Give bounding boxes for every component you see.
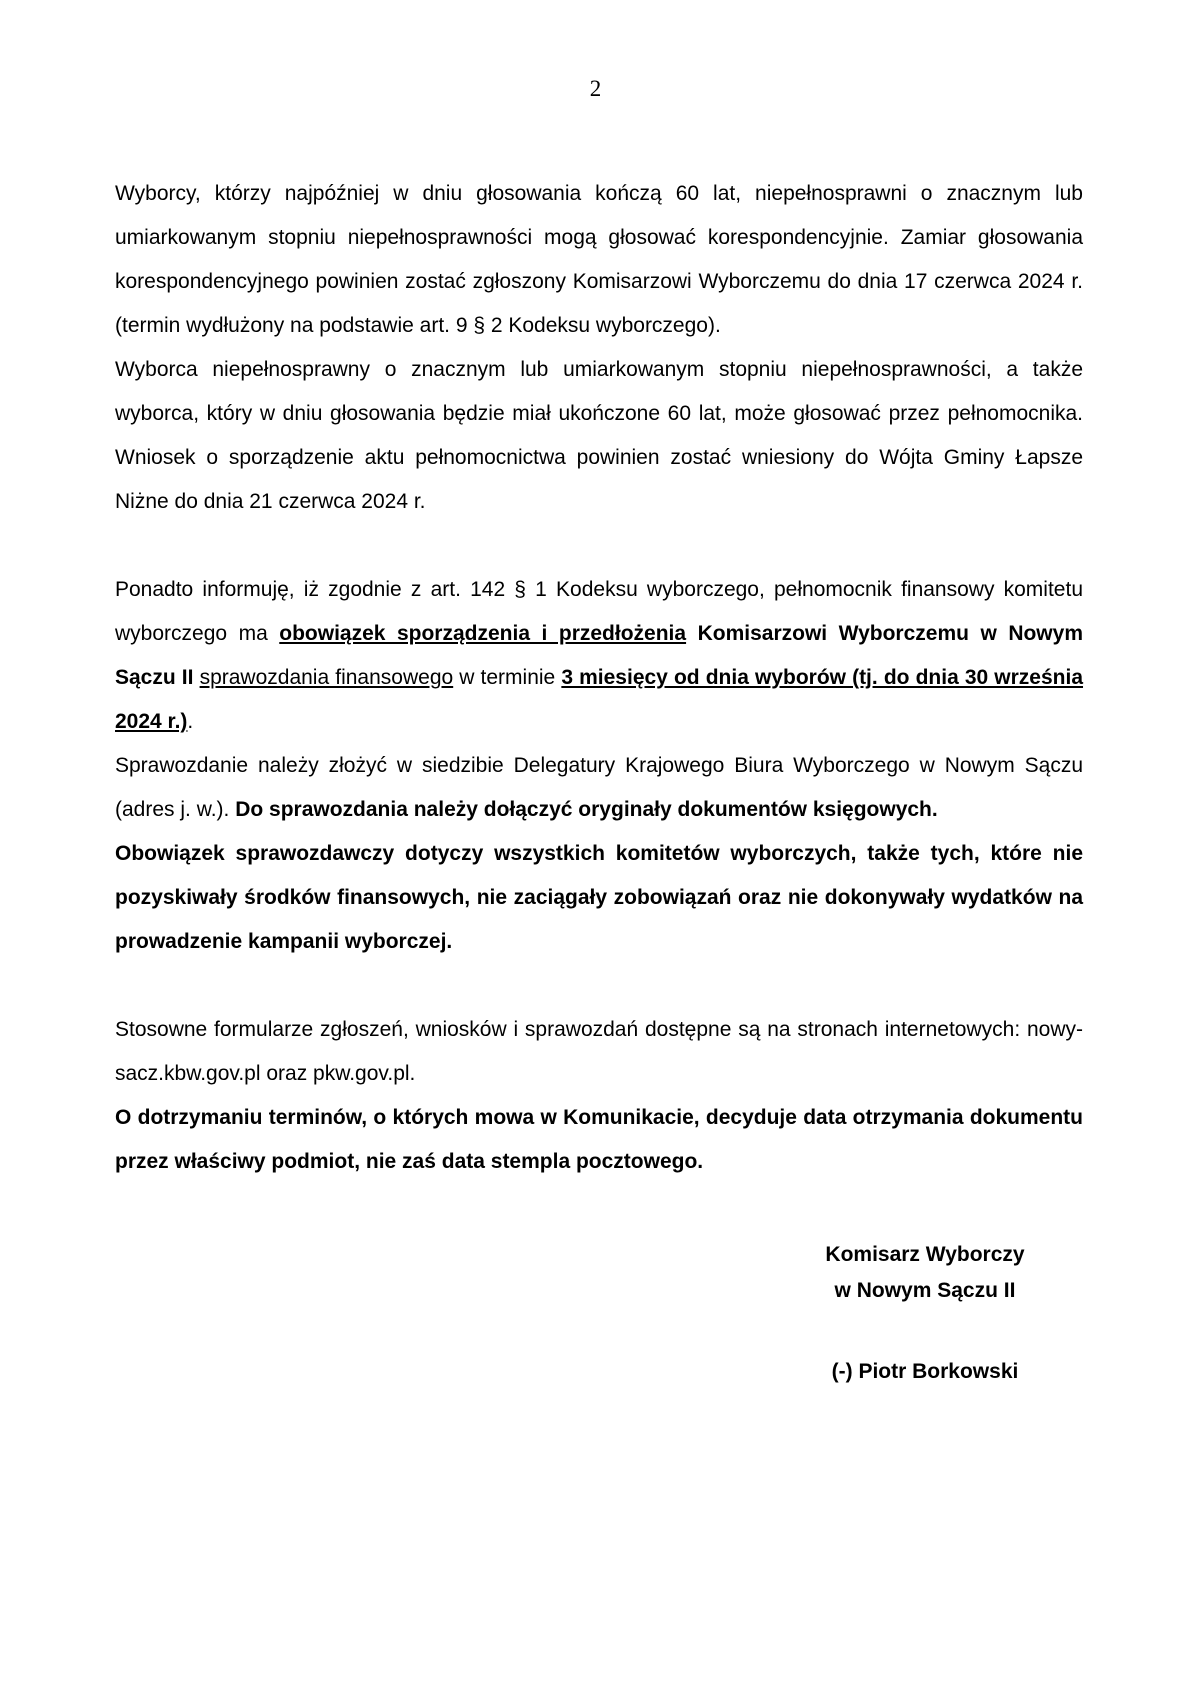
page-number: 2: [589, 76, 602, 101]
text-emphasis-deadline: 3 miesięcy od dnia wyborów (tj. do dnia 30 września 2024 r.): [115, 666, 1084, 733]
paragraph-financial-report-obligation: [115, 568, 1083, 744]
text-emphasis-financial-report: sprawozdania finansowego: [199, 666, 454, 689]
signature-block: [790, 1237, 1060, 1309]
signature-name: (-) Piotr Borkowski: [831, 1360, 1019, 1383]
paragraph-correspondence-voting: Wyborcy, którzy najpóźniej w dniu głosowania kończą 60 lat, niepełnosprawni o znacznym lub umiarkowanym stopniu niepełnosprawności mogą głosować korespondencyjnie. Zamiar głosowania korespondencyjnego powinien zostać zgłoszony Komisarzowi Wyborczemu do dnia 17 czerwca 2024 r. (termin wydłużony na podstawie art. 9 § 2 Kodeksu wyborczego).: [115, 182, 1083, 337]
paragraph-deadline-rule: O dotrzymaniu terminów, o których mowa w Komunikacie, decyduje data otrzymania dokumentu przez właściwy podmiot, nie zaś data stempla pocztowego.: [115, 1106, 1083, 1173]
text-emphasis-commissioner: Komisarzowi Wyborczemu w Nowym Sączu II: [115, 622, 1083, 689]
text-segment: w terminie: [453, 666, 562, 689]
paragraph-proxy-voting: Wyborca niepełnosprawny o znacznym lub umiarkowanym stopniu niepełnosprawności, a także wyborca, który w dniu głosowania będzie miał ukończone 60 lat, może głosować przez pełnomocnika. Wniosek o sporządzenie aktu pełnomocnictwa powinien zostać wniesiony do Wójta Gminy Łapsze Niżne do dnia 21 czerwca 2024 r.: [115, 358, 1083, 513]
paragraph-forms-availability: Stosowne formularze zgłoszeń, wniosków i sprawozdań dostępne są na stronach internetowych: nowy-sacz.kbw.gov.pl oraz pkw.gov.pl.: [115, 1018, 1083, 1085]
paragraph-spacer: [115, 964, 1083, 1008]
paragraph-spacer: [115, 524, 1083, 568]
signature-office: w Nowym Sączu II: [834, 1279, 1016, 1302]
text-emphasis-attach-originals: Do sprawozdania należy dołączyć oryginały dokumentów księgowych.: [235, 798, 938, 821]
paragraph-report-submission: [115, 744, 1083, 832]
document-body: [115, 172, 1083, 1184]
paragraph-reporting-all-committees: Obowiązek sprawozdawczy dotyczy wszystkich komitetów wyborczych, także tych, które nie pozyskiwały środków finansowych, nie zaciągały zobowiązań oraz nie dokonywały wydatków na prowadzenie kampanii wyborczej.: [115, 842, 1083, 953]
text-segment: Sprawozdanie należy złożyć w siedzibie Delegatury Krajowego Biura Wyborczego w Nowym Sączu (adres j. w.).: [115, 754, 1083, 821]
text-segment: .: [187, 710, 194, 733]
text-emphasis-obligation: obowiązek sporządzenia i przedłożenia: [279, 622, 687, 645]
text-segment: Ponadto informuję, iż zgodnie z art. 142 § 1 Kodeksu wyborczego, pełnomocnik finansowy komitetu wyborczego ma: [115, 578, 1083, 645]
signature-title: Komisarz Wyborczy: [825, 1243, 1025, 1266]
